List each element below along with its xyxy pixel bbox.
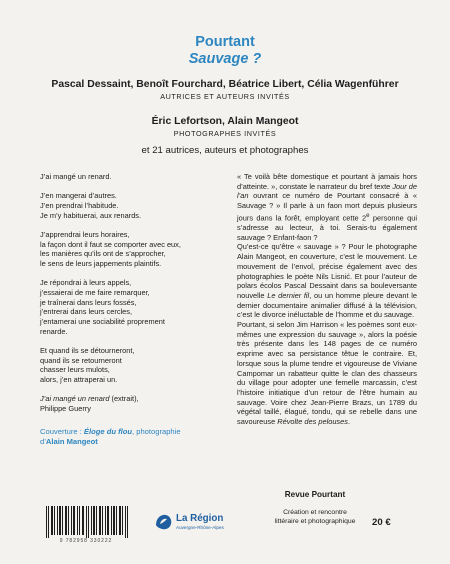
poem-line: j’entamerai une sociabilité proprement [40, 316, 165, 326]
poem-excerpt [40, 172, 225, 423]
poem-stanza [40, 230, 225, 269]
poem-line: j’entrerai dans leurs cercles, [40, 307, 133, 317]
photographers-block [0, 115, 450, 139]
poem-line: le sens de leurs jappements plaintifs. [40, 258, 162, 268]
poem-line: renarde. [40, 326, 68, 336]
poem-line: je traînerai dans leurs fossés, [40, 297, 137, 307]
prose-text: . [347, 417, 350, 427]
poem-line: J’ai mangé un renard. [40, 172, 112, 181]
page-subtitle: Sauvage ? [188, 51, 262, 67]
poem-line: la façon dont il faut se comporter avec eux, [40, 239, 181, 249]
title-block [0, 34, 450, 68]
prose-superscript: e [366, 211, 370, 219]
citation-line [40, 394, 225, 404]
prose-text: Pourtant, si selon Jim Harrison « les poèmes sont eux-mêmes une expression du sauvage », alors la poésie très présente dans les 148 pages de ce numéro exprime avec sa persistance têtue le contraire. Et, lorsque sous la plume tendre et vigoureuse de Viviane Campomar un rabatteur quitte le clan des chasseurs du village pour adopter une femelle marcassin, c’est l’histoire initiatique d’un retour de l’être humain au sauvage. Voire chez Jean-Pierre Brazs, un 1789 du végétal taillé, élagué, tondu, qui se rebelle dans une savoureuse [237, 320, 417, 427]
prose-paragraph [237, 172, 417, 242]
credit-work-title: Éloge du flou [83, 427, 132, 436]
publisher-name: Revue Pourtant [284, 490, 346, 499]
poem-line: chasser leurs mulots, [40, 365, 110, 375]
barcode-number: 9 782958 330222 [59, 538, 113, 544]
price: 20 € [372, 517, 391, 528]
credit-d: d’ [40, 437, 46, 446]
prose-italic: Le dernier fil [267, 290, 310, 300]
page-title: Pourtant [195, 34, 255, 50]
publisher-description [250, 508, 380, 526]
prose-text: ouvrant ce numéro de Pourtant consacré à « Sauvage ? » Il parle à un faon mort depuis plusieurs jours dans la forêt, employant cette 2 [237, 191, 417, 223]
authors-block [0, 78, 450, 102]
citation-author: Philippe Guerry [40, 403, 91, 413]
poem-line: Je répondrai à leurs appels, [40, 278, 132, 288]
credit-photographer: Alain Mangeot [45, 437, 98, 446]
poem-line: quand ils se retourneront [40, 355, 122, 365]
publisher-line: Création et rencontre [283, 509, 347, 516]
back-cover-text [237, 172, 417, 427]
poem-stanza [40, 172, 225, 182]
region-emblem-icon [154, 512, 174, 532]
prose-text: personne qui s’adresse au lecteur, à toi. Serais-tu également sauvage ? Enfant-faon ? [237, 213, 417, 242]
poem-line: j’essaierai de me faire remarquer, [40, 287, 150, 297]
poem-line: les manières qu’ils ont de s’approcher, [40, 249, 166, 259]
cover-credit [40, 427, 240, 447]
region-name: La Région [176, 513, 224, 524]
poem-stanza [40, 191, 225, 220]
poem-line: Et quand ils se détourneront, [40, 345, 135, 355]
photographers-role: PHOTOGRAPHES INVITÉS [173, 129, 277, 138]
poem-citation [40, 394, 225, 413]
contributors-line: et 21 autrices, auteurs et photographes [141, 145, 309, 156]
poem-line: J’en mangerai d’autres. [40, 191, 117, 201]
poem-line: J’en prendrai l’habitude. [40, 200, 119, 210]
prose-paragraph [237, 320, 417, 427]
barcode [44, 506, 130, 538]
citation-suffix: (extrait), [109, 394, 139, 404]
prose-italic: Jour de l’an [237, 181, 417, 201]
poem-line: alors, j’en attraperai un. [40, 374, 118, 384]
credit-prefix: Couverture : [40, 427, 84, 436]
poem-stanza [40, 346, 225, 385]
publisher-block [250, 489, 380, 526]
prose-text: « Te voilà bête domestique et pourtant à jamais hors d’atteinte. », constate le narrateur du bref texte [237, 172, 417, 191]
guest-authors: Pascal Dessaint, Benoît Fourchard, Béatrice Libert, Célia Wagenführer [51, 79, 399, 90]
authors-role: AUTRICES ET AUTEURS INVITÉS [160, 92, 290, 101]
region-subtitle: Auvergne-Rhône-Alpes [176, 525, 224, 530]
credit-middle: , photographie [132, 427, 181, 436]
poem-stanza [40, 278, 225, 336]
poem-line: J’apprendrai leurs horaires, [40, 229, 130, 239]
prose-paragraph [237, 242, 417, 320]
citation-title: J’ai mangé un renard [40, 394, 110, 404]
region-logo [154, 510, 226, 538]
prose-text: , ou un homme pleure devant le dernier documentaire animalier diffusé à la télévision, c’est le divorce inéluctable de l’homme et du sauvage. [237, 290, 418, 320]
poem-line: Je m’y habituerai, aux renards. [40, 210, 142, 220]
guest-photographers: Éric Lefortson, Alain Mangeot [151, 116, 299, 127]
prose-text: Qu’est-ce qu’être « sauvage » ? Pour le photographe Alain Mangeot, en couverture, c’est le mouvement. Le mouvement de l’envol, précise également avec des photographies le poète Nils Lisnić. Et pour l’auteur de polars écolos Pascal Dessaint dans sa bouleversante nouvelle [237, 242, 417, 300]
prose-italic: Révolte des pelouses [277, 417, 348, 427]
publisher-line: littéraire et photographique [274, 518, 356, 525]
